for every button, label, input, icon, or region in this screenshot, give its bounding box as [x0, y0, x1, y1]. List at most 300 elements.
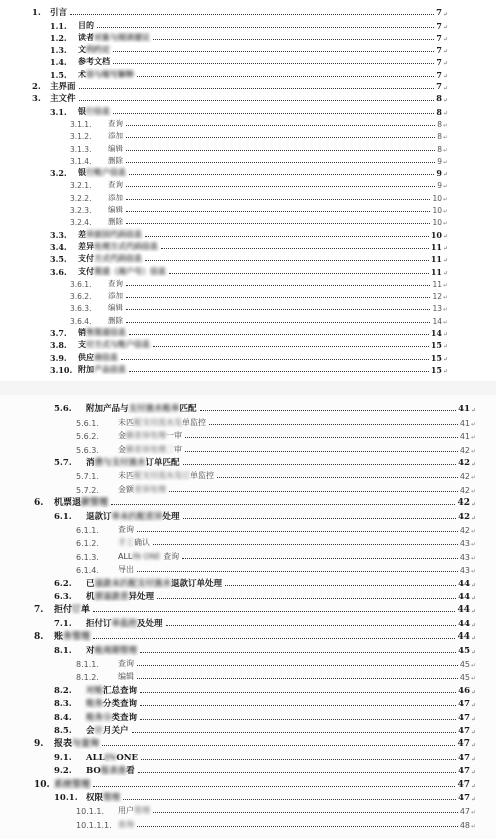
- toc-entry[interactable]: [50, 68, 448, 80]
- toc-entry[interactable]: [50, 240, 448, 252]
- toc-entry[interactable]: [32, 80, 448, 92]
- dot-leader: [217, 477, 458, 478]
- redacted-text: IN ONE: [132, 551, 161, 561]
- toc-entry-title-text: 编辑: [108, 303, 123, 313]
- toc-entry-title: [104, 118, 123, 129]
- toc-entry-number: 5.7.2.: [76, 485, 99, 495]
- toc-entry-number: 3.2.1.: [70, 181, 92, 191]
- redacted-text: 方式代码信息: [94, 253, 142, 264]
- dot-leader: [183, 518, 457, 519]
- toc-entry[interactable]: [34, 776, 476, 789]
- toc-entry-page: 47: [458, 792, 470, 803]
- dot-leader: [185, 437, 458, 438]
- toc-entry[interactable]: [76, 414, 476, 427]
- toc-entry-title-text: 查询: [108, 118, 123, 128]
- toc-entry[interactable]: [76, 522, 476, 535]
- toc-entry[interactable]: [70, 129, 448, 141]
- toc-entry[interactable]: [70, 203, 448, 215]
- toc-entry-page: 42: [458, 457, 470, 468]
- dot-leader: [132, 732, 457, 733]
- toc-entry-number: 3.1.: [50, 106, 67, 117]
- toc-entry-title: [82, 456, 180, 468]
- redacted-text: 账周期管理: [94, 645, 138, 656]
- dot-leader: [137, 76, 434, 77]
- toc-entry[interactable]: [70, 289, 448, 301]
- toc-entry-title-text: 机: [86, 591, 95, 602]
- toc-entry[interactable]: [54, 709, 476, 722]
- paragraph-mark-icon: ↵: [471, 554, 476, 562]
- toc-entry-page: 42: [457, 498, 470, 509]
- toc-entry-title: [82, 791, 120, 803]
- toc-entry-page: 11: [432, 279, 442, 289]
- redacted-text: 处理方式代码信息: [94, 240, 158, 251]
- paragraph-mark-icon: ↵: [443, 121, 448, 129]
- redacted-text: 配支付流水及: [134, 417, 182, 427]
- toc-entry-title-text: 单监控: [190, 471, 214, 481]
- toc-entry-page: 7: [436, 20, 442, 31]
- toc-entry-title-text: 汇总查询: [103, 685, 138, 696]
- toc-entry[interactable]: [50, 43, 448, 55]
- toc-entry[interactable]: [70, 215, 448, 227]
- toc-entry-title-text: 参考文档: [78, 56, 110, 67]
- toc-entry-number: 5.6.2.: [76, 432, 99, 442]
- toc-entry-page: 42: [459, 445, 470, 455]
- toc-entry[interactable]: [34, 495, 476, 508]
- toc-entry-title-text: 银: [78, 105, 86, 116]
- toc-page-2: [0, 395, 496, 839]
- toc-entry-title: [74, 229, 142, 240]
- toc-entry[interactable]: [76, 468, 476, 481]
- paragraph-mark-icon: ↵: [443, 134, 448, 142]
- toc-entry-number: 7.: [34, 605, 44, 616]
- toc-entry-number: 1.4.: [50, 57, 67, 68]
- paragraph-mark-icon: ↵: [471, 822, 476, 830]
- toc-entry-title: [104, 302, 123, 313]
- toc-entry[interactable]: [54, 401, 476, 414]
- paragraph-mark-icon: ↵: [443, 158, 448, 166]
- toc-entry[interactable]: [50, 104, 448, 116]
- toc-entry-number: 6.1.: [54, 511, 72, 522]
- redacted-text: 计: [94, 725, 104, 736]
- toc-entry[interactable]: [70, 314, 448, 326]
- paragraph-mark-icon: ↵: [471, 434, 476, 442]
- paragraph-mark-icon: ↵: [471, 782, 476, 790]
- paragraph-mark-icon: ↵: [471, 407, 476, 415]
- toc-entry-page: 42: [459, 472, 470, 482]
- toc-entry-page: 41: [459, 418, 470, 428]
- toc-entry-title-text: 报表: [54, 739, 73, 750]
- redacted-text: IN: [104, 752, 117, 763]
- paragraph-mark-icon: ↵: [443, 109, 448, 117]
- paragraph-mark-icon: ↵: [471, 608, 476, 616]
- paragraph-mark-icon: ↵: [443, 269, 448, 277]
- toc-entry-title-text: ALL: [118, 551, 133, 561]
- toc-entry[interactable]: [32, 92, 448, 104]
- toc-entry-title-text: 添加: [108, 192, 123, 202]
- toc-entry-title-text: 删除: [108, 155, 123, 165]
- paragraph-mark-icon: ↵: [471, 648, 476, 656]
- paragraph-mark-icon: ↵: [471, 621, 476, 629]
- redacted-text: 差异处理: [134, 484, 166, 494]
- toc-entry-title: [46, 80, 76, 92]
- toc-entry-number: 9.2.: [54, 766, 72, 777]
- toc-entry[interactable]: [70, 154, 448, 166]
- toc-entry-title-text: 编辑: [118, 672, 134, 682]
- toc-entry-title: [82, 644, 137, 656]
- toc-entry-title-text: 一审: [166, 431, 182, 441]
- toc-entry-title-text: 处理: [162, 511, 180, 522]
- toc-entry[interactable]: [54, 749, 476, 762]
- toc-entry-number: 1.3.: [50, 45, 67, 56]
- dot-leader: [126, 162, 435, 163]
- dot-leader: [79, 88, 435, 89]
- toc-entry[interactable]: [70, 277, 448, 289]
- toc-entry[interactable]: [54, 790, 476, 803]
- toc-entry[interactable]: [76, 548, 476, 561]
- dot-leader: [182, 558, 458, 559]
- paragraph-mark-icon: ↵: [443, 343, 448, 351]
- toc-entry-title-text: 月关户: [103, 725, 129, 736]
- toc-entry-title-text: 目的: [78, 19, 94, 30]
- redacted-text: 单监控: [111, 618, 138, 629]
- dot-leader: [129, 334, 429, 335]
- dot-leader: [225, 585, 456, 586]
- paragraph-mark-icon: ↵: [471, 742, 476, 750]
- dot-leader: [111, 504, 455, 505]
- toc-entry-title: [114, 805, 150, 816]
- paragraph-mark-icon: ↵: [471, 715, 476, 723]
- toc-entry[interactable]: [70, 191, 448, 203]
- toc-entry-title: [104, 179, 123, 190]
- toc-entry-title-text: 删除: [108, 217, 123, 227]
- paragraph-mark-icon: ↵: [471, 702, 476, 710]
- paragraph-mark-icon: ↵: [443, 35, 448, 43]
- toc-entry-title: [82, 510, 180, 522]
- toc-entry-page: 41: [458, 404, 470, 415]
- toc-entry-page: 7: [436, 8, 442, 19]
- toc-entry-title: [104, 143, 123, 154]
- paragraph-mark-icon: ↵: [471, 487, 476, 495]
- toc-entry-title: [74, 44, 110, 55]
- redacted-text: 与查询: [72, 739, 100, 750]
- toc-entry[interactable]: [50, 264, 448, 276]
- paragraph-mark-icon: ↵: [443, 367, 448, 375]
- toc-entry[interactable]: [54, 615, 476, 628]
- dot-leader: [137, 826, 458, 827]
- toc-entry-title: [74, 56, 110, 67]
- toc-entry-title-text: 账: [54, 632, 64, 643]
- toc-entry-number: 3.10.: [50, 364, 73, 375]
- redacted-text: 查询: [118, 819, 134, 829]
- paragraph-mark-icon: ↵: [471, 460, 476, 468]
- redacted-text: 商信息: [94, 351, 118, 362]
- toc-entry-title-text: 读者: [78, 31, 94, 42]
- redacted-text: 异原因代码信息: [86, 228, 142, 239]
- dot-leader: [93, 638, 455, 639]
- paragraph-mark-icon: ↵: [443, 306, 448, 314]
- toc-entry-page: 10: [432, 193, 442, 203]
- toc-entry-page: 45: [458, 645, 470, 656]
- toc-entry[interactable]: [76, 656, 476, 669]
- toc-entry-title: [114, 671, 134, 682]
- toc-entry-title: [50, 777, 90, 790]
- paragraph-mark-icon: ↵: [443, 11, 448, 19]
- toc-entry-title-text: 看: [126, 766, 135, 777]
- toc-entry-page: 11: [430, 254, 442, 265]
- toc-entry-page: 10: [432, 206, 442, 216]
- toc-entry-number: 3.4.: [50, 241, 67, 252]
- toc-entry[interactable]: [50, 363, 448, 375]
- toc-entry-title-text: 查询: [118, 524, 134, 534]
- toc-entry-page: 8: [437, 132, 442, 142]
- toc-entry-number: 3.1.4.: [70, 156, 92, 166]
- toc-entry-title-text: 文: [78, 44, 86, 55]
- toc-entry[interactable]: [76, 803, 476, 816]
- toc-entry-number: 3.2.4.: [70, 218, 92, 228]
- toc-entry-title: [74, 253, 142, 264]
- paragraph-mark-icon: ↵: [471, 675, 476, 683]
- toc-entry[interactable]: [76, 441, 476, 454]
- toc-entry[interactable]: [50, 166, 448, 178]
- toc-entry-title: [82, 684, 137, 696]
- toc-entry-title: [104, 315, 123, 326]
- redacted-text: 票退款差: [94, 591, 129, 602]
- toc-entry-number: 6.1.1.: [76, 525, 99, 535]
- dot-leader: [137, 678, 458, 679]
- toc-entry-number: 8.1.: [54, 645, 72, 656]
- toc-entry[interactable]: [76, 669, 476, 682]
- toc-entry-number: 3.1.1.: [70, 119, 92, 129]
- toc-entry-title-text: 查询: [108, 278, 123, 288]
- toc-entry-title-text: 退款订: [86, 511, 112, 522]
- toc-entry-title: [114, 524, 134, 535]
- toc-entry-title-text: 主文件: [50, 94, 76, 105]
- toc-entry-number: 5.6.1.: [76, 418, 99, 428]
- toc-entry-page: 7: [436, 57, 442, 68]
- dot-leader: [185, 451, 458, 452]
- toc-entry[interactable]: [50, 338, 448, 350]
- toc-entry-title: [104, 216, 123, 227]
- redacted-text: 管理: [134, 806, 150, 816]
- dot-leader: [70, 14, 434, 15]
- toc-entry-title-text: 对: [86, 645, 95, 656]
- toc-entry[interactable]: [54, 508, 476, 521]
- dot-leader: [126, 150, 435, 151]
- toc-entry[interactable]: [50, 55, 448, 67]
- dot-leader: [129, 174, 434, 175]
- toc-entry[interactable]: [54, 455, 476, 468]
- toc-entry-title-text: 主界面: [50, 82, 76, 93]
- toc-entry[interactable]: [32, 6, 448, 18]
- toc-entry-number: 3.3.: [50, 229, 67, 240]
- toc-entry[interactable]: [54, 589, 476, 602]
- toc-entry-page: 47: [457, 739, 470, 750]
- redacted-text: 款管理: [81, 498, 109, 509]
- toc-entry[interactable]: [50, 227, 448, 239]
- toc-entry[interactable]: [50, 350, 448, 362]
- toc-entry[interactable]: [76, 562, 476, 575]
- toc-entry-title-text: 银: [78, 167, 86, 178]
- toc-entry-page: 47: [457, 779, 470, 790]
- toc-entry-page: 46: [458, 685, 470, 696]
- dot-leader: [153, 39, 434, 40]
- dot-leader: [140, 692, 456, 693]
- toc-entry-title: [74, 20, 94, 31]
- toc-entry[interactable]: [76, 428, 476, 441]
- toc-entry-title-text: 权限: [86, 792, 104, 803]
- toc-entry-title-text: 附加产品与: [86, 404, 129, 415]
- toc-entry-title-text: 确认: [134, 538, 150, 548]
- toc-entry-page: 47: [458, 766, 470, 777]
- toc-entry-number: 1.1.: [50, 20, 67, 31]
- paragraph-mark-icon: ↵: [443, 220, 448, 228]
- toc-entry-page: 12: [432, 292, 442, 302]
- toc-entry[interactable]: [76, 535, 476, 548]
- dot-leader: [137, 571, 458, 572]
- toc-entry-title-text: 供应: [78, 351, 94, 362]
- toc-entry-title-text: 分类查询: [103, 699, 138, 710]
- toc-entry-title: [104, 155, 123, 166]
- toc-entry[interactable]: [54, 642, 476, 655]
- toc-entry-title-text: 附加: [78, 363, 94, 374]
- dot-leader: [126, 211, 430, 212]
- toc-page-1: [0, 0, 496, 381]
- toc-entry[interactable]: [50, 18, 448, 30]
- toc-entry-number: 5.6.: [54, 404, 72, 415]
- toc-entry-title-text: 差: [78, 228, 86, 239]
- toc-entry-number: 6.2.: [54, 578, 72, 589]
- toc-entry-page: 45: [459, 659, 470, 669]
- dot-leader: [97, 27, 434, 28]
- toc-entry-number: 3.6.4.: [70, 316, 92, 326]
- toc-entry-title: [104, 290, 123, 301]
- toc-entry[interactable]: [54, 723, 476, 736]
- toc-entry-title: [74, 327, 126, 338]
- paragraph-mark-icon: ↵: [471, 568, 476, 576]
- toc-entry-title: [114, 470, 214, 481]
- toc-entry[interactable]: [54, 763, 476, 776]
- toc-entry-title: [46, 6, 67, 18]
- toc-entry-page: 10: [430, 229, 442, 240]
- toc-entry[interactable]: [70, 301, 448, 313]
- toc-entry-title-text: 会: [86, 725, 95, 736]
- toc-entry[interactable]: [70, 178, 448, 190]
- toc-entry-title-text: 销: [78, 327, 86, 338]
- toc-entry-title: [114, 417, 206, 428]
- toc-entry[interactable]: [50, 31, 448, 43]
- paragraph-mark-icon: ↵: [471, 474, 476, 482]
- toc-entry[interactable]: [34, 736, 476, 749]
- paragraph-mark-icon: ↵: [471, 795, 476, 803]
- toc-entry-title: [82, 617, 163, 629]
- toc-entry-page: 43: [459, 552, 470, 562]
- toc-entry[interactable]: [34, 602, 476, 615]
- toc-entry-page: 7: [436, 69, 442, 80]
- dot-leader: [166, 625, 457, 626]
- redacted-text: 账务分: [86, 712, 112, 723]
- toc-entry-page: 13: [432, 304, 442, 314]
- toc-entry[interactable]: [50, 326, 448, 338]
- dot-leader: [169, 273, 429, 274]
- redacted-text: 退款未匹配支付流水: [94, 578, 172, 589]
- toc-entry-number: 3.1.2.: [70, 132, 92, 142]
- toc-entry-title-text: 支: [78, 339, 86, 350]
- toc-entry[interactable]: [54, 575, 476, 588]
- toc-entry[interactable]: [76, 481, 476, 494]
- dot-leader: [121, 359, 429, 360]
- toc-entry[interactable]: [76, 816, 476, 829]
- toc-entry-number: 3.2.: [50, 168, 67, 179]
- toc-entry-number: 6.3.: [54, 591, 72, 602]
- toc-entry[interactable]: [70, 141, 448, 153]
- toc-entry[interactable]: [54, 682, 476, 695]
- toc-entry-page: 42: [459, 485, 470, 495]
- toc-entry-page: 15: [430, 340, 442, 351]
- redacted-text: 订: [72, 605, 82, 616]
- dot-leader: [93, 786, 455, 787]
- paragraph-mark-icon: ↵: [443, 85, 448, 93]
- toc-entry[interactable]: [34, 629, 476, 642]
- dot-leader: [140, 705, 456, 706]
- toc-entry-number: 1.: [32, 8, 41, 19]
- toc-entry-number: 10.1.1.1.: [76, 820, 112, 830]
- paragraph-mark-icon: ↵: [443, 294, 448, 302]
- paragraph-mark-icon: ↵: [443, 60, 448, 68]
- toc-entry-number: 3.9.: [50, 352, 67, 363]
- toc-entry-number: 8.1.2.: [76, 673, 99, 683]
- toc-entry-number: 5.6.3.: [76, 445, 99, 455]
- redacted-text: 账务: [86, 699, 104, 710]
- toc-entry-title-text: 已: [86, 578, 95, 589]
- redacted-text: 额差异处理: [126, 431, 166, 441]
- toc-entry-title-text: 添加: [108, 131, 123, 141]
- toc-entry-title: [82, 577, 222, 589]
- dot-leader: [200, 410, 457, 411]
- toc-entry-number: 3.1.3.: [70, 144, 92, 154]
- paragraph-mark-icon: ↵: [471, 635, 476, 643]
- toc-entry-title: [82, 402, 197, 414]
- paragraph-mark-icon: ↵: [443, 146, 448, 154]
- toc-entry[interactable]: [50, 252, 448, 264]
- dot-leader: [145, 236, 429, 237]
- redacted-text: 产品信息: [94, 363, 126, 374]
- toc-entry-title-text: 类查询: [111, 712, 138, 723]
- toc-entry-number: 6.1.2.: [76, 539, 99, 549]
- paragraph-mark-icon: ↵: [443, 195, 448, 203]
- toc-entry-number: 6.1.4.: [76, 566, 99, 576]
- toc-entry-title: [74, 167, 126, 178]
- toc-entry-title: [114, 658, 134, 669]
- redacted-text: 语与缩写解释: [86, 68, 134, 79]
- toc-entry-number: 3.2.2.: [70, 193, 92, 203]
- toc-entry-title-text: 导出: [118, 565, 134, 575]
- toc-entry-title-text: 金: [118, 444, 126, 454]
- toc-entry-page: 43: [459, 539, 470, 549]
- toc-entry-page: 44: [457, 632, 470, 643]
- toc-entry-title: [74, 32, 150, 43]
- paragraph-mark-icon: ↵: [471, 420, 476, 428]
- toc-entry-page: 10: [432, 218, 442, 228]
- toc-entry-page: 14: [430, 328, 442, 339]
- redacted-text: 行账户信息: [86, 167, 126, 178]
- toc-entry-title-text: 订单匹配: [145, 457, 180, 468]
- toc-entry-number: 9.: [34, 739, 44, 750]
- toc-entry-page: 7: [436, 82, 442, 93]
- toc-entry-title-text: 金额: [118, 484, 134, 494]
- toc-entry[interactable]: [70, 117, 448, 129]
- toc-entry-page: 47: [458, 699, 470, 710]
- toc-entry[interactable]: [54, 696, 476, 709]
